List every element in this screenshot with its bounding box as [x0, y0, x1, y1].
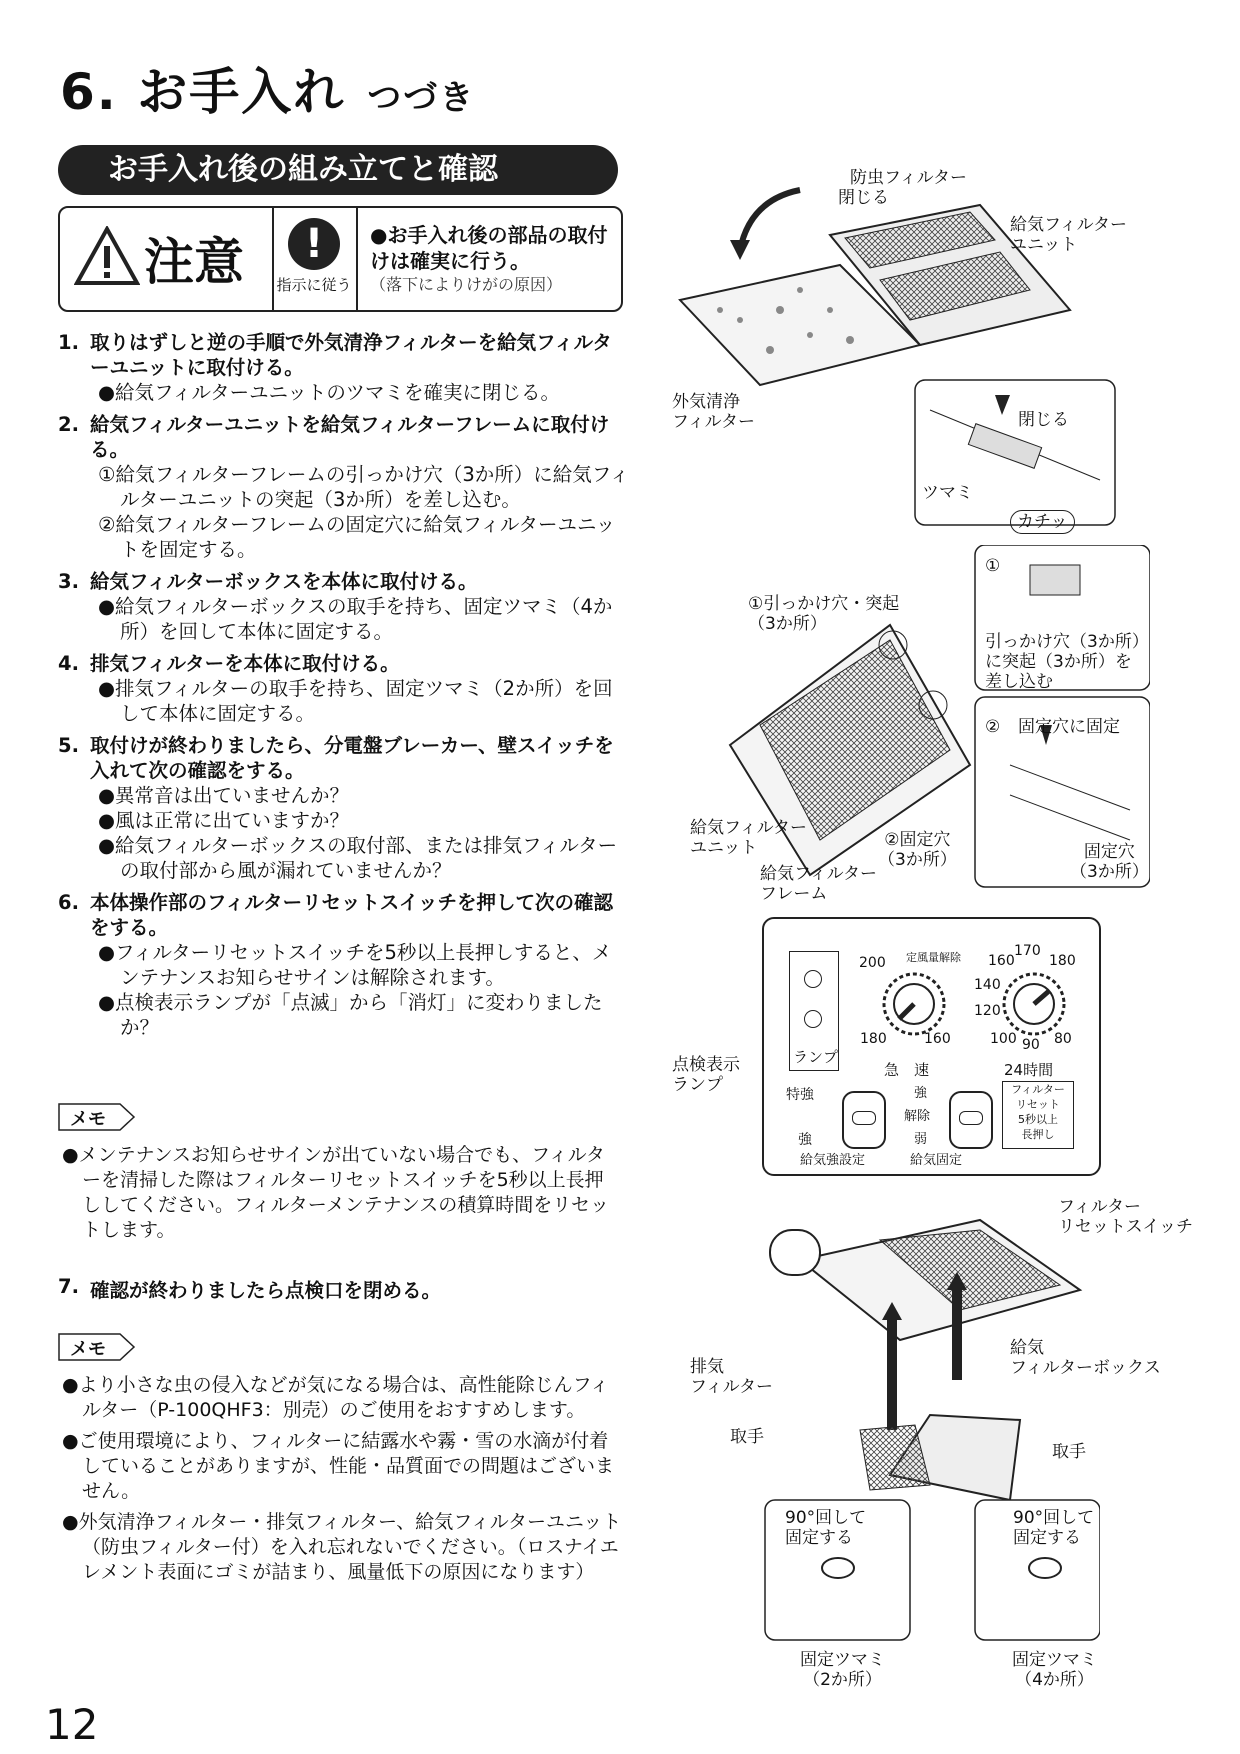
page-subtitle: つづき	[367, 78, 476, 118]
exclamation-icon: !	[288, 218, 340, 270]
fix-hole-label-2: ②固定穴 （3か所）	[878, 830, 957, 870]
step-item: 7. 確認が終わりましたら点検口を閉める。	[58, 1275, 442, 1302]
knob-label: ツマミ	[922, 483, 973, 503]
rotate-instruction-2: 90°回して 固定する	[1013, 1508, 1095, 1548]
filter-reset-button[interactable]: フィルター リセット 5秒以上 長押し	[1002, 1081, 1074, 1149]
section-banner: お手入れ後の組み立てと確認	[58, 145, 618, 195]
memo-tag: メモ	[58, 1103, 136, 1135]
lamp-box: ランプ	[789, 951, 839, 1071]
inspection-lamp-icon	[804, 970, 822, 988]
step-item: 3. 給気フィルターボックスを本体に取付ける。 ●給気フィルターボックスの取手を持ち、固定ツマミ（4か所）を回して本体に固定する。	[58, 570, 613, 643]
close-label: 閉じる	[838, 188, 889, 208]
close-label-2: 閉じる	[1018, 410, 1069, 430]
step-item: 4. 排気フィルターを本体に取付ける。 ●排気フィルターの取手を持ち、固定ツマミ（2か所）を回して本体に固定する。	[58, 652, 613, 725]
step-title: 取りはずしと逆の手順で外気清浄フィルターを給気フィルターユニットに取付ける。	[90, 331, 612, 379]
warning-triangle-icon	[74, 226, 140, 286]
supply-strength-switch[interactable]	[842, 1091, 886, 1149]
speed-label: 急 速	[884, 1061, 930, 1079]
hook-hole-label: ①引っかけ穴・突起 （3か所）	[748, 594, 900, 634]
inspection-lamp-icon	[804, 1010, 822, 1028]
hook-instruction: 引っかけ穴（3か所） に突起（3か所）を 差し込む	[985, 632, 1149, 692]
step-title: 給気フィルターボックスを本体に取付ける。	[90, 570, 478, 593]
step-title: 本体操作部のフィルターリセットスイッチを押して次の確認をする。	[90, 891, 613, 939]
memo-text: ●より小さな虫の侵入などが気になる場合は、高性能除じんフィルター（P-100QHF3：別売）のご使用をおすすめします。 ●ご使用環境により、フィルターに結露水や霧・雪の水滴が付着していることがありますが、性能・品質面での問題はございません。 ●外気清浄フィルター・排気フィルター、給気フィルターユニット（防虫フィルター付）を入れ忘れないでください。（ロスナイエレメント表面にゴミが詰まり、風量低下の原因になります）	[62, 1374, 622, 1583]
reset-switch-label: フィルター リセットスイッチ	[1058, 1197, 1193, 1237]
fix-instruction: 固定穴に固定	[1018, 717, 1120, 737]
step1-circle: ①	[985, 556, 1001, 576]
step-item: 1. 取りはずしと逆の手順で外気清浄フィルターを給気フィルターユニットに取付ける。 ●給気フィルターユニットのツマミを確実に閉じる。	[58, 330, 630, 405]
supply-frame-label: 給気フィルター フレーム	[760, 864, 877, 904]
step-title: 取付けが終わりましたら、分電盤ブレーカー、壁スイッチを入れて次の確認をする。	[90, 734, 614, 782]
supply-unit-label-2: 給気フィルター ユニット	[690, 818, 807, 858]
step-item: 6. 本体操作部のフィルターリセットスイッチを押して次の確認をする。 ●フィルターリセットスイッチを5秒以上長押しすると、メンテナンスお知らせサインは解除されます。 ●点検表示ランプが「点滅」から「消灯」に変わりましたか？	[58, 890, 630, 1040]
handle-label: 取手	[730, 1427, 764, 1447]
page-number: 12	[45, 1700, 99, 1749]
exhaust-filter-label: 排気 フィルター	[690, 1357, 773, 1397]
step-title: 給気フィルターユニットを給気フィルターフレームに取付ける。	[90, 413, 610, 461]
fixing-knob-2-label: 固定ツマミ （2か所）	[800, 1650, 885, 1690]
supply-unit-label: 給気フィルター ユニット	[1010, 215, 1127, 255]
page-title: 6. お手入れ つづき	[60, 63, 476, 121]
outdoor-filter-label: 外気清浄 フィルター	[672, 392, 755, 432]
hours-label: 24時間	[1004, 1061, 1054, 1079]
rotate-instruction: 90°回して 固定する	[785, 1508, 867, 1548]
control-panel: ランプ 200 定風量解除 180 160 170 160 180 140 120 100 90 80 急 速 24時間 特強 強 給気強設定 強 解除 弱 給気固定 フィルター リセット 5秒以上 長押し	[762, 917, 1101, 1176]
caution-word: 注意	[144, 233, 244, 291]
step-item: 2. 給気フィルターユニットを給気フィルターフレームに取付ける。 ①給気フィルターフレームの引っかけ穴（3か所）に給気フィルターユニットの突起（3か所）を差し込む。 ②給気フィルターフレームの固定穴に給気フィルターユニットを固定する。	[58, 413, 630, 561]
memo-tag: メモ	[58, 1333, 136, 1365]
caution-text: ●お手入れ後の部品の取付けは確実に行う。	[370, 223, 608, 273]
step2-circle: ②	[985, 717, 1001, 737]
supply-fixed-switch[interactable]	[949, 1091, 993, 1149]
step-list	[58, 330, 630, 1047]
fixing-knob-4-label: 固定ツマミ （4か所）	[1012, 1650, 1097, 1690]
fix-hole-label: 固定穴 （3か所）	[1070, 842, 1149, 882]
inspection-lamp-label: 点検表示 ランプ	[672, 1055, 740, 1095]
handle-label-2: 取手	[1052, 1442, 1086, 1462]
click-label: カチッ	[1010, 510, 1075, 534]
supply-box-label: 給気 フィルターボックス	[1010, 1338, 1161, 1378]
caution-box	[58, 206, 623, 312]
instruction-icon-label: 指示に従う	[276, 276, 352, 294]
caution-note: （落下によりけがの原因）	[370, 275, 563, 294]
memo-text: ●メンテナンスお知らせサインが出ていない場合でも、フィルターを清掃した際はフィルターリセットスイッチを5秒以上長押ししてください。フィルターメンテナンスの積算時間をリセットします。	[62, 1144, 610, 1241]
step-title: 確認が終わりましたら点検口を閉める。	[90, 1279, 442, 1302]
step-item: 5. 取付けが終わりましたら、分電盤ブレーカー、壁スイッチを入れて次の確認をする。 ●異常音は出ていませんか？ ●風は正常に出ていますか？ ●給気フィルターボックスの取付部、または排気フィルターの取付部から風が漏れていませんか？	[58, 733, 630, 883]
insect-filter-label: 防虫フィルター	[850, 168, 967, 188]
filter-box-illustration	[760, 1200, 1100, 1680]
step-title: 排気フィルターを本体に取付ける。	[90, 652, 400, 675]
